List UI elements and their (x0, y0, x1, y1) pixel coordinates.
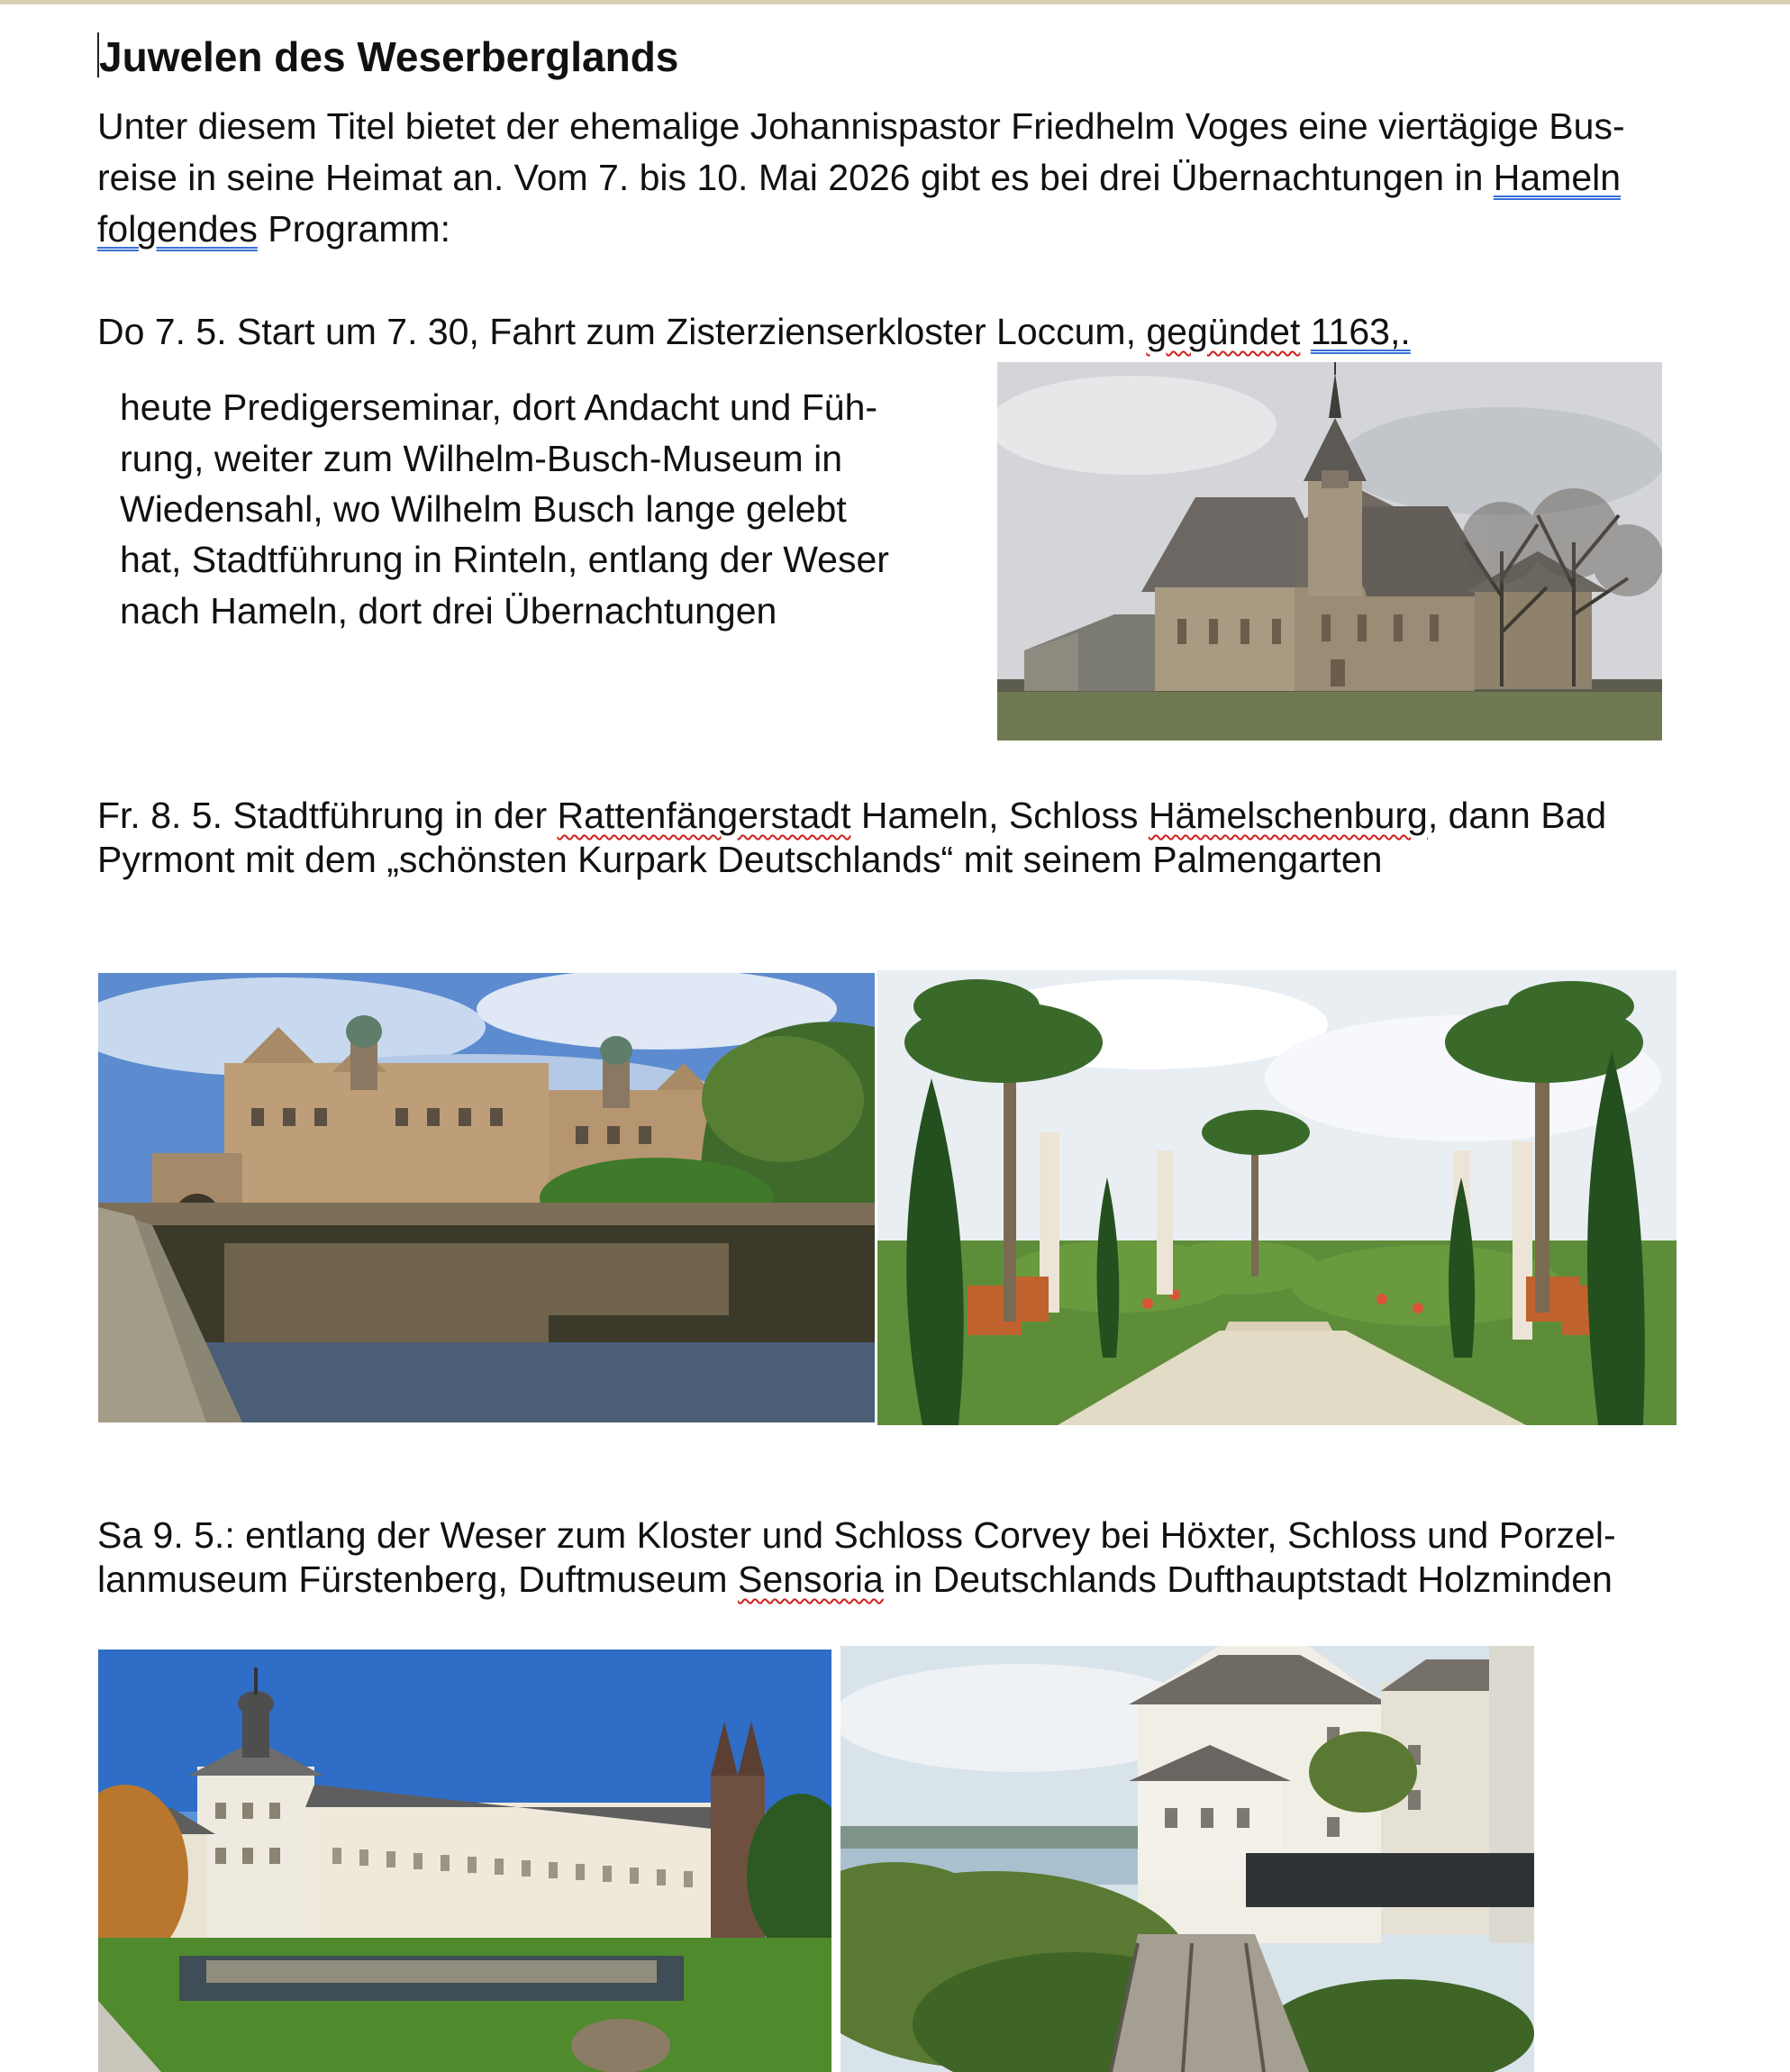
photo-schloss-fuerstenberg[interactable] (840, 1646, 1534, 2072)
day2-line-1: Fr. 8. 5. Stadtführung in der Rattenfängerstadt Hameln, Schloss Hämelschenburg, dann Bad (97, 795, 1607, 836)
spelling-flag-haemelschenburg[interactable]: Hämelschenburg (1148, 795, 1428, 836)
spelling-flag-sensoria[interactable]: Sensoria (737, 1559, 884, 1600)
photo-kurpark-bad-pyrmont[interactable] (877, 970, 1676, 1425)
day3-line-1: Sa 9. 5.: entlang der Weser zum Kloster und Schloss Corvey bei Höxter, Schloss und Porzel- (97, 1514, 1616, 1556)
day1-text-line-5: nach Hameln, dort drei Übernachtungen (120, 590, 777, 632)
intro-line-2: reise in seine Heimat an. Vom 7. bis 10. Mai 2026 gibt es bei drei Übernachtungen in Hameln (97, 157, 1622, 198)
spelling-flag-rattenfaengerstadt[interactable]: Rattenfängerstadt (557, 795, 851, 836)
day1-heading: Do 7. 5. Start um 7. 30, Fahrt zum Zisterzienserkloster Loccum, gegündet 1163,. (97, 311, 1411, 352)
day1-text-line-1: heute Predigerseminar, dort Andacht und Füh- (120, 386, 878, 428)
day2-line-2: Pyrmont mit dem „schönsten Kurpark Deutschlands“ mit seinem Palmengarten (97, 839, 1383, 880)
grammar-flag-1163[interactable]: 1163,. (1310, 311, 1411, 352)
spelling-flag-gegundet[interactable]: gegündet (1146, 311, 1301, 352)
day3-line-2: lanmuseum Fürstenberg, Duftmuseum Sensoria in Deutschlands Dufthauptstadt Holzminden (97, 1559, 1613, 1600)
document-title: Juwelen des Weserberglands (99, 33, 679, 80)
window-top-edge (0, 0, 1790, 5)
grammar-flag-folgendes[interactable]: folgendes (97, 208, 258, 250)
day1-text-line-2: rung, weiter zum Wilhelm-Busch-Museum in (120, 438, 843, 479)
day1-text-line-4: hat, Stadtführung in Rinteln, entlang der Weser (120, 539, 889, 580)
photo-schloss-haemelschenburg[interactable] (98, 973, 875, 1422)
grammar-flag-hameln[interactable]: Hameln (1493, 157, 1622, 198)
photo-kloster-loccum[interactable] (997, 362, 1662, 741)
intro-line-1: Unter diesem Titel bietet der ehemalige Johannispastor Friedhelm Voges eine viertägige Bus- (97, 105, 1625, 147)
day1-text-line-3: Wiedensahl, wo Wilhelm Busch lange gelebt (120, 488, 847, 530)
photo-schloss-corvey[interactable] (98, 1649, 831, 2072)
intro-line-3: folgendes Programm: (97, 208, 450, 250)
